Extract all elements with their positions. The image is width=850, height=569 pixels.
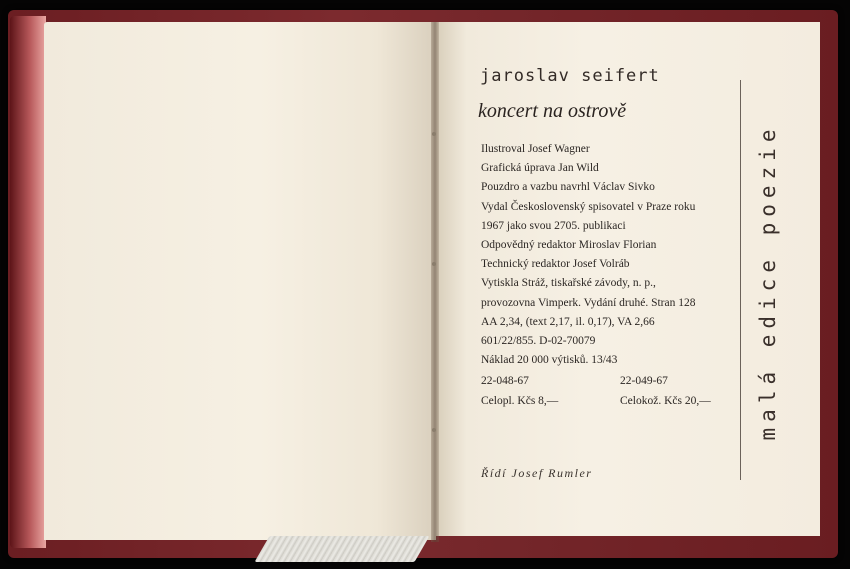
colophon-line: Náklad 20 000 výtisků. 13/43 [481,354,618,367]
price-label: Celokož. Kčs 20,— [620,394,711,407]
price-block-cloth [481,372,558,411]
colophon-line: Technický redaktor Josef Volráb [481,258,630,271]
colophon-line: Ilustroval Josef Wagner [481,143,590,155]
binding-stitch [432,428,436,432]
book-title: koncert na ostrově [478,100,627,122]
colophon-line: Grafická úprava Jan Wild [481,162,599,175]
colophon-line: Pouzdro a vazbu navrhl Václav Sivko [481,181,655,194]
catalog-code: 22-048-67 [481,375,529,387]
author-name: jaroslav seifert [480,66,660,86]
series-editor: Řídí Josef Rumler [481,466,593,480]
vertical-rule [740,80,741,480]
colophon-line: provozovna Vimperk. Vydání druhé. Stran 128 [481,296,696,309]
price-label: Celopl. Kčs 8,— [481,394,559,407]
left-page [44,22,436,540]
binding-stitch [432,262,436,266]
colophon-line: Vydal Československý spisovatel v Praze roku [481,200,696,213]
cover-edge [10,16,46,548]
colophon-line: 1967 jako svou 2705. publikaci [481,219,626,232]
colophon-line: Vytiskla Stráž, tiskařské závody, n. p., [481,277,656,290]
colophon-line: 601/22/855. D-02-70079 [481,334,596,347]
colophon-line: Odpovědný redaktor Miroslav Florian [481,238,657,251]
series-name: malá edice poezie [756,123,780,441]
colophon-line: AA 2,34, (text 2,17, il. 0,17), VA 2,66 [481,315,655,328]
price-block-leather [620,372,711,411]
book-gutter [431,22,439,542]
binding-stitch [432,132,436,136]
catalog-code: 22-049-67 [620,375,668,387]
bookmark-ribbon [254,536,429,562]
colophon [481,140,695,370]
